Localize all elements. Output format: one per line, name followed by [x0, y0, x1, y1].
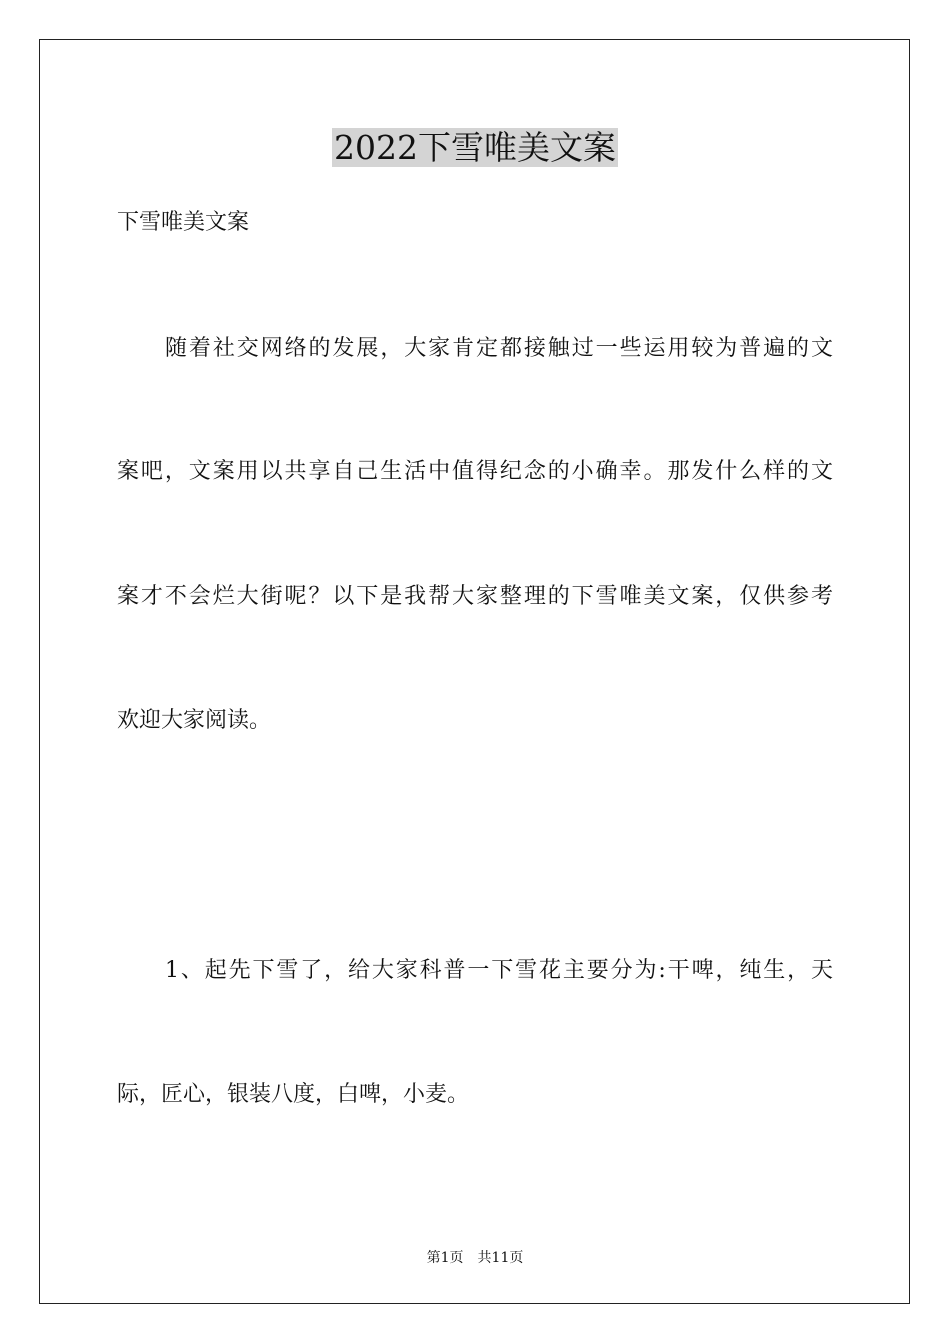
paragraph-1-line-1: 随着社交网络的发展，大家肯定都接触过一些运用较为普遍的文 [165, 336, 833, 361]
paragraph-1-line-4: 欢迎大家阅读。 [117, 708, 272, 733]
paragraph-1-line-2: 案吧，文案用以共享自己生活中值得纪念的小确幸。那发什么样的文 [117, 459, 833, 484]
paragraph-1-line-3: 案才不会烂大街呢？以下是我帮大家整理的下雪唯美文案，仅供参考 [117, 584, 833, 609]
paragraph-2-line-1: 1、起先下雪了，给大家科普一下雪花主要分为:干啤，纯生，天 [165, 958, 833, 983]
document-title [0, 124, 950, 172]
paragraph-2-line-2: 际，匠心，银装八度，白啤，小麦。 [117, 1082, 470, 1107]
document-title-text: 2022下雪唯美文案 [334, 128, 616, 167]
document-subtitle: 下雪唯美文案 [117, 210, 250, 235]
page-number-footer: 第1页 共11页 [426, 1250, 524, 1266]
